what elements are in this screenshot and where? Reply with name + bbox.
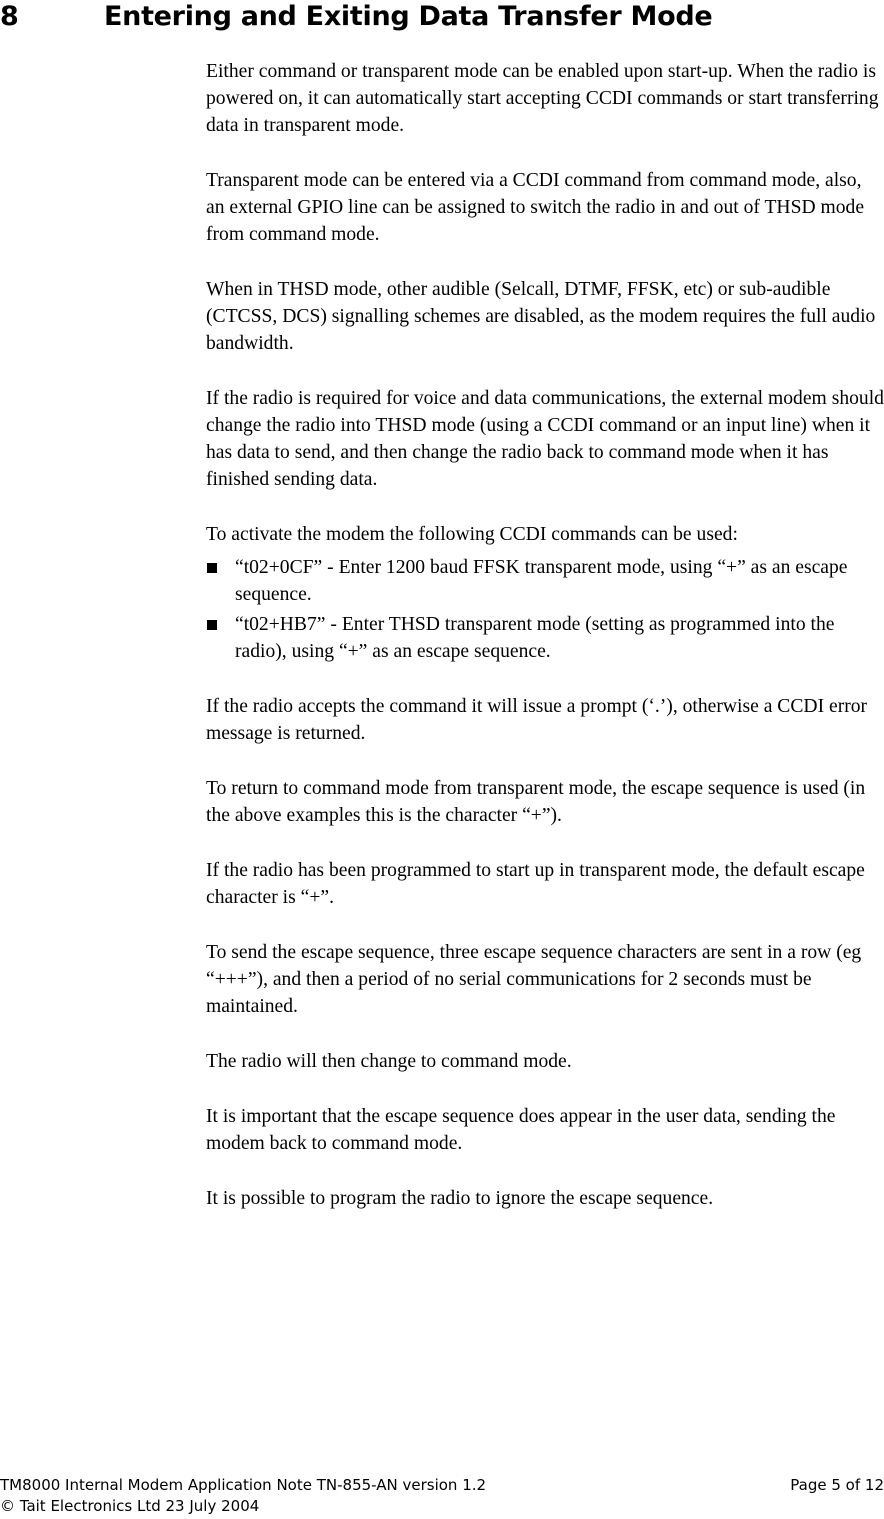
list-item xyxy=(206,554,884,608)
section-title: Entering and Exiting Data Transfer Mode xyxy=(104,1,713,32)
list-item-text: “t02+HB7” - Enter THSD transparent mode (setting as programmed into the radio), using “+” as an escape sequence. xyxy=(235,614,835,662)
paragraph: The radio will then change to command mode. xyxy=(206,1051,572,1072)
paragraph: If the radio has been programmed to start up in transparent mode, the default escape character is “+”. xyxy=(206,860,865,908)
section-number: 8 xyxy=(0,1,19,32)
section-heading xyxy=(0,0,884,34)
paragraph: If the radio accepts the command it will issue a prompt (‘.’), otherwise a CCDI error message is returned. xyxy=(206,696,868,744)
square-bullet-icon xyxy=(207,563,217,573)
paragraph: When in THSD mode, other audible (Selcall, DTMF, FFSK, etc) or sub-audible (CTCSS, DCS) signalling schemes are disabled, as the modem requires the full audio bandwidth. xyxy=(206,279,876,354)
footer-page-number: Page 5 of 12 xyxy=(790,1476,884,1494)
paragraph: Transparent mode can be entered via a CCDI command from command mode, also, an external GPIO line can be assigned to switch the radio in and out of THSD mode from command mode. xyxy=(206,170,865,245)
paragraph: To send the escape sequence, three escape sequence characters are sent in a row (eg “+++”), and then a period of no serial communications for 2 seconds must be maintained. xyxy=(206,942,862,1017)
square-bullet-icon xyxy=(207,620,217,630)
list-item xyxy=(206,611,884,665)
paragraph: To return to command mode from transparent mode, the escape sequence is used (in the above examples this is the character “+”). xyxy=(206,778,866,826)
paragraph-intro: To activate the modem the following CCDI commands can be used: xyxy=(206,524,738,545)
section-body xyxy=(206,58,884,1240)
paragraph: If the radio is required for voice and data communications, the external modem should change the radio into THSD mode (using a CCDI command or an input line) when it has data to send, and then change the radio back to command mode when it has finished sending data. xyxy=(206,388,884,490)
paragraph: It is possible to program the radio to ignore the escape sequence. xyxy=(206,1188,714,1209)
footer-doc-title: TM8000 Internal Modem Application Note TN-855-AN version 1.2 xyxy=(0,1476,487,1494)
paragraph: It is important that the escape sequence does appear in the user data, sending the modem back to command mode. xyxy=(206,1106,836,1154)
footer-line-2 xyxy=(0,1496,884,1517)
footer-copyright: © Tait Electronics Ltd 23 July 2004 xyxy=(0,1497,260,1515)
paragraph: Either command or transparent mode can be enabled upon start-up. When the radio is powered on, it can automatically start accepting CCDI commands or start transferring data in transparent mode. xyxy=(206,61,879,136)
command-list xyxy=(206,554,884,665)
footer-line-1 xyxy=(0,1475,884,1496)
list-item-text: “t02+0CF” - Enter 1200 baud FFSK transparent mode, using “+” as an escape sequence. xyxy=(235,557,848,605)
